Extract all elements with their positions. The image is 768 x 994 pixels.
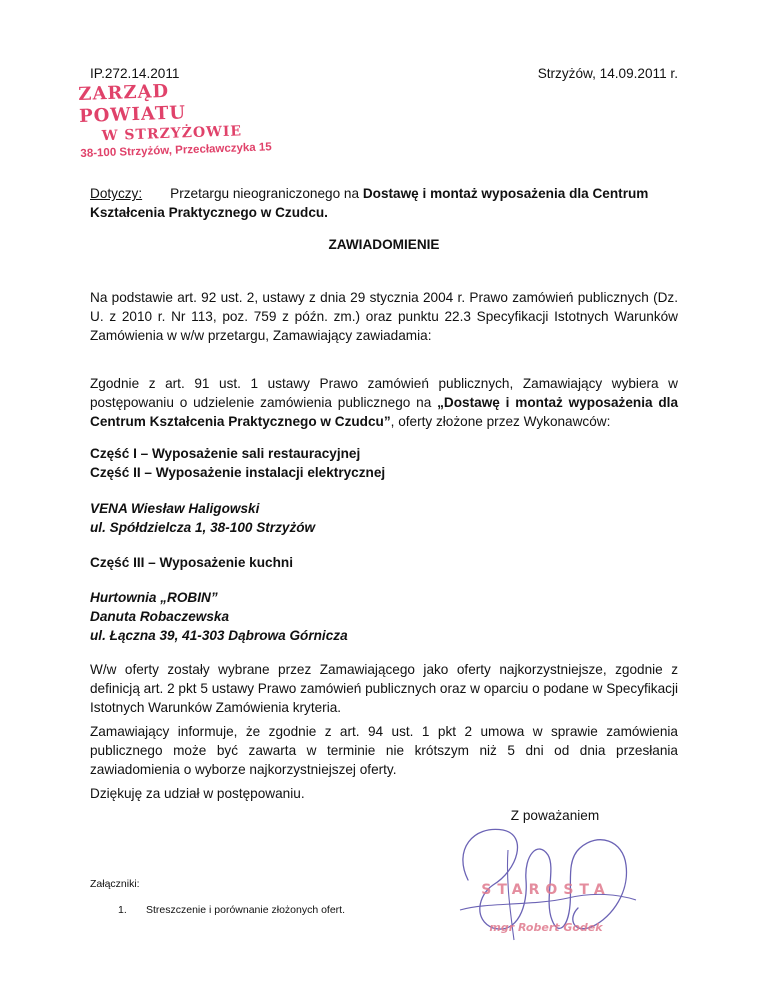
paragraph-selection: [90, 374, 678, 431]
stamp-line-3: 38-100 Strzyżów, Przecławczyka 15: [80, 141, 272, 160]
attachments-label: Załączniki:: [90, 878, 140, 890]
stamp-line-1: ZARZĄD POWIATU: [78, 80, 187, 127]
attachment-number: 1.: [118, 904, 127, 916]
contractor-2-name: Hurtownia „ROBIN”: [90, 590, 218, 605]
contractor-2-person: Danuta Robaczewska: [90, 609, 230, 624]
contractor-1-address: ul. Spółdzielcza 1, 38-100 Strzyżów: [90, 520, 316, 535]
contractor-2-address: ul. Łączna 39, 41-303 Dąbrowa Górnicza: [90, 628, 348, 643]
reference-number: IP.272.14.2011: [90, 66, 180, 81]
attachment-item: Streszczenie i porównanie złożonych ofert.: [146, 904, 346, 916]
part-3-heading: Część III – Wyposażenie kuchni: [90, 555, 293, 570]
part-2-heading: Część II – Wyposażenie instalacji elektrycznej: [90, 465, 386, 480]
signature-with-stamp: [448, 810, 643, 950]
paragraph-legal-basis: Na podstawie art. 92 ust. 2, ustawy z dnia 29 stycznia 2004 r. Prawo zamówień publicznych (Dz. U. z 2010 r. Nr 113, poz. 759 z późn. zm.) oraz punktu 22.3 Specyfikacji Istotnych Warunków Zamówienia w w/w przetargu, Zamawiający zawiadamia:: [90, 290, 678, 343]
selection-lead: Zgodnie z art. 91 ust. 1 ustawy Prawo zamówień publicznych, Zamawiający wybiera w postępowaniu o udzielenie zamówienia publicznego na: [90, 376, 678, 410]
thanks-line: Dziękuję za udział w postępowaniu.: [90, 786, 305, 801]
selection-title: „Dostawę i montaż wyposażenia dla Centrum Kształcenia Praktycznego w Czudcu”: [90, 395, 678, 429]
subject-label: Dotyczy:: [90, 186, 143, 201]
office-stamp: [78, 77, 271, 162]
paragraph-justification: W/w oferty zostały wybrane przez Zamawiającego jako oferty najkorzystniejsze, zgodnie z definicją art. 2 pkt 5 ustawy Prawo zamówień publicznych oraz w oparciu o podane w Specyfikacji Istotnych Warunków Zamówienia kryteria.: [90, 662, 678, 715]
subject-bold: Dostawę i montaż wyposażenia dla Centrum Kształcenia Praktycznego w Czudcu.: [90, 186, 649, 220]
contractor-1-name: VENA Wiesław Haligowski: [90, 501, 260, 516]
part-1-heading: Część I – Wyposażenie sali restauracyjnej: [90, 446, 361, 461]
paragraph-contract-term: Zamawiający informuje, że zgodnie z art. 94 ust. 1 pkt 2 umowa w sprawie zamówienia publicznego może być zawarta w terminie nie krótszym niż 5 dni od dnia przesłania zawiadomienia o wyborze najkorzystniejszej oferty.: [90, 724, 678, 777]
stamp-line-2: W STRZYŻOWIE: [101, 123, 243, 145]
subject-text: Przetargu nieograniczonego na: [170, 186, 360, 201]
signature-stamp-title: STAROSTA: [481, 882, 611, 898]
selection-tail: , oferty złożone przez Wykonawców:: [390, 414, 611, 429]
closing-line: Z poważaniem: [510, 808, 600, 823]
document-title: ZAWIADOMIENIE: [328, 237, 440, 252]
signature-stamp-name: mgr Robert Godek: [489, 921, 603, 934]
subject-line: [90, 184, 678, 222]
place-date: Strzyżów, 14.09.2011 r.: [537, 66, 678, 81]
